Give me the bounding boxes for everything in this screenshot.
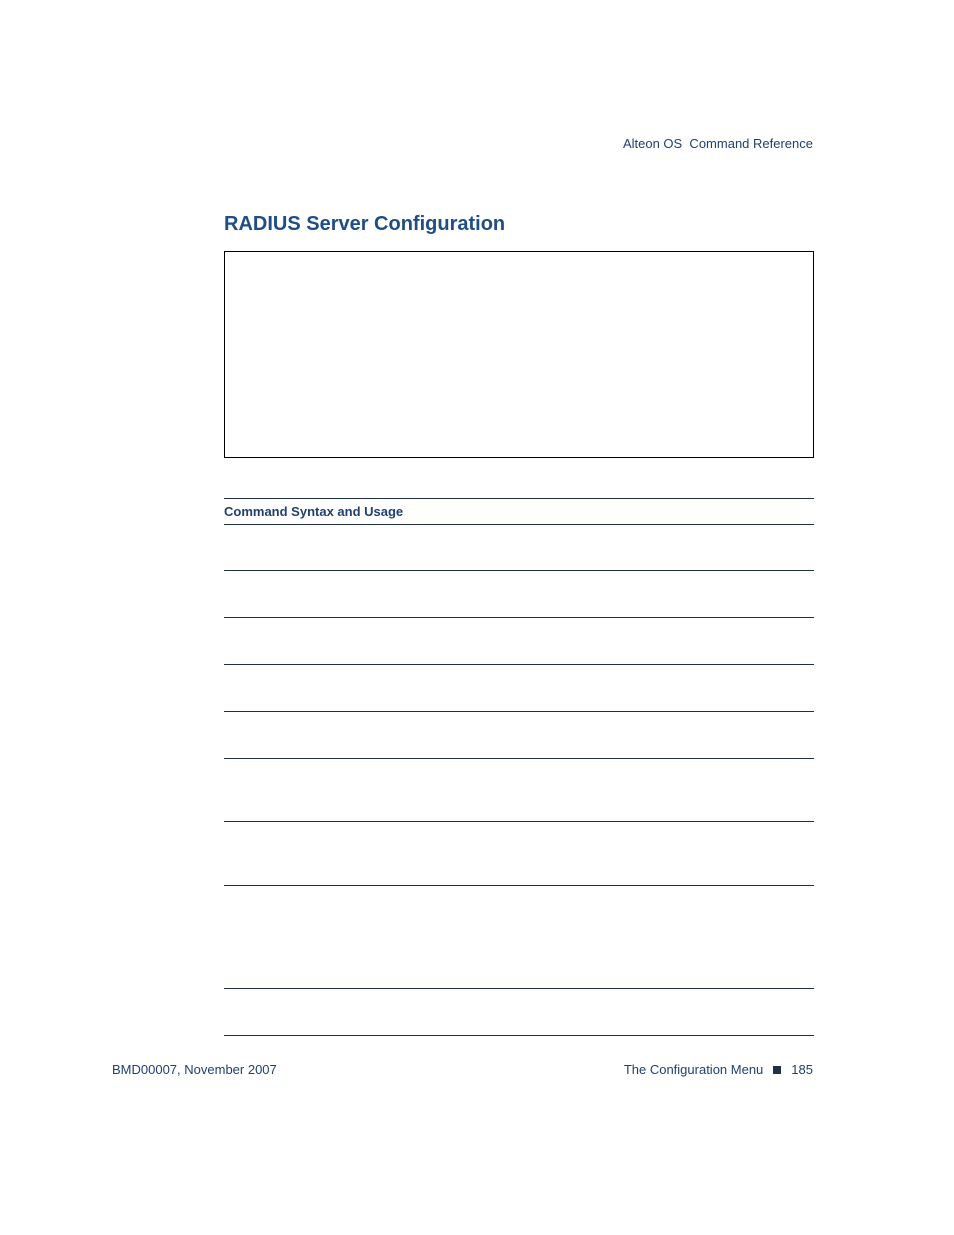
footer-chapter-info [624, 1062, 813, 1077]
square-bullet-icon [773, 1066, 781, 1074]
command-table [224, 498, 814, 1036]
table-row [224, 886, 814, 989]
table-row [224, 712, 814, 759]
table-row [224, 571, 814, 618]
footer-chapter-title: The Configuration Menu [623, 1062, 764, 1077]
table-row [224, 822, 814, 886]
table-row [224, 989, 814, 1036]
table-row [224, 665, 814, 712]
command-table-header [224, 498, 814, 525]
menu-listing-box [224, 251, 814, 458]
table-row [224, 759, 814, 822]
running-header: Alteon OS Command Reference [622, 136, 813, 151]
table-row [224, 525, 814, 571]
footer-page-number: 185 [791, 1062, 813, 1077]
table-row [224, 618, 814, 665]
command-table-header-label: Command Syntax and Usage [224, 504, 404, 519]
section-title: RADIUS Server Configuration [224, 213, 506, 235]
footer-doc-id: BMD00007, November 2007 [112, 1062, 277, 1077]
